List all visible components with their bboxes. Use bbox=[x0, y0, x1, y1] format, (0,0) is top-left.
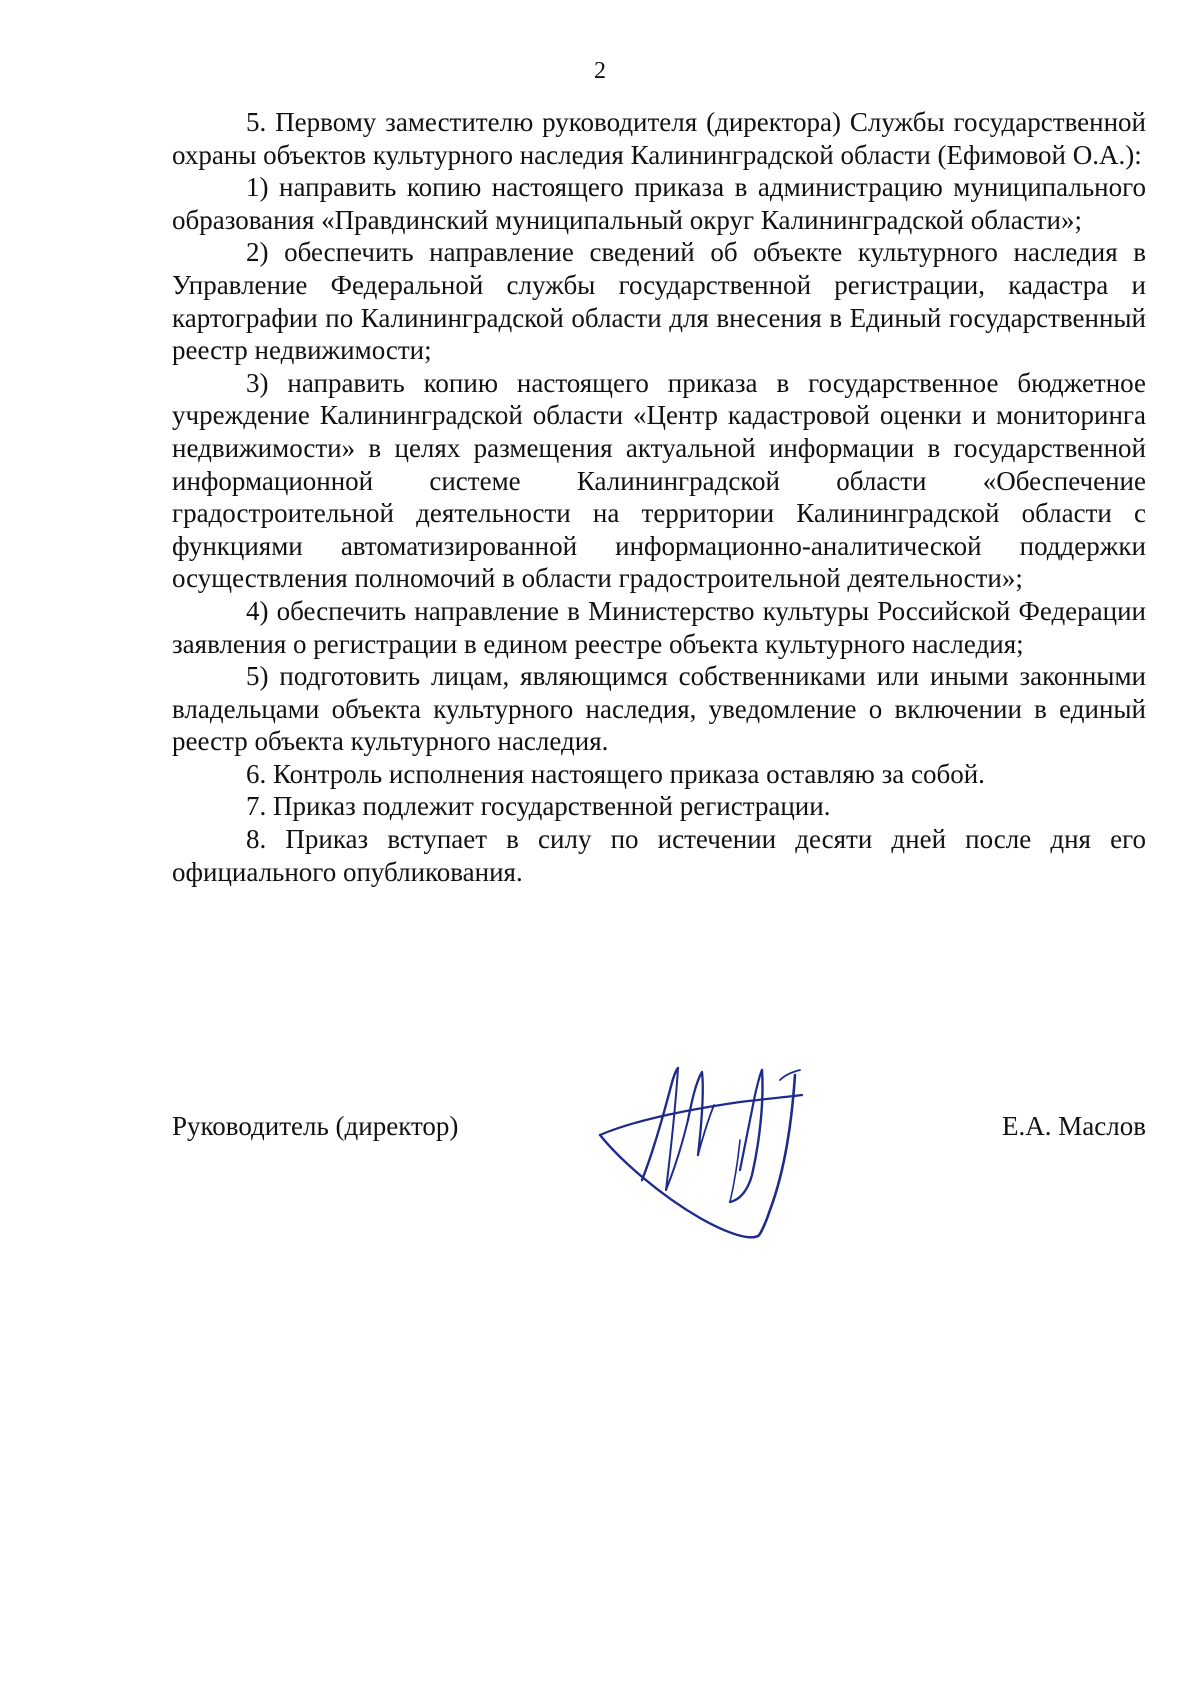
document-body bbox=[172, 106, 1146, 888]
paragraph-item-5: 5. Первому заместителю руководителя (директора) Службы государственной охраны объектов культурного наследия Калининградской области (Ефимовой О.А.): bbox=[172, 107, 1146, 170]
handwritten-signature bbox=[590, 1060, 840, 1270]
subitem-2-send-to-rosreestr: 2) обеспечить направление сведений об объекте культурного наследия в Управление Федеральной службы государственной регистрации, кадастра и картографии по Калининградской области для внесения в Единый государственный реестр недвижимости; bbox=[172, 237, 1146, 366]
subitem-4-send-to-ministry-of-culture: 4) обеспечить направление в Министерство культуры Российской Федерации заявления о регистрации в едином реестре объекта культурного наследия; bbox=[172, 595, 1146, 659]
signatory-name: Е.А. Маслов bbox=[1002, 1111, 1146, 1141]
subitem-5-notify-owners: 5) подготовить лицам, являющимся собственниками или иными законными владельцами объекта культурного наследия, уведомление о включении в единый реестр объекта культурного наследия. bbox=[172, 661, 1146, 757]
subitem-3-send-to-cadastral-center: 3) направить копию настоящего приказа в государственное бюджетное учреждение Калининградской области «Центр кадастровой оценки и мониторинга недвижимости» в целях размещения актуальной информации в государственной информационной системе Калининградской области «Обеспечение градостроительной деятельности на территории Калининградской области с функциями автоматизированной информационно-аналитической поддержки осуществления полномочий в области градостроительной деятельности»; bbox=[172, 367, 1146, 594]
subitem-1-send-copy-to-municipality: 1) направить копию настоящего приказа в администрацию муниципального образования «Правдинский муниципальный округ Калининградской области»; bbox=[172, 172, 1146, 235]
paragraph-item-8: 8. Приказ вступает в силу по истечении десяти дней после дня его официального опубликования. bbox=[172, 824, 1146, 887]
page-number: 2 bbox=[594, 58, 606, 84]
paragraph-item-6: 6. Контроль исполнения настоящего приказа оставляю за собой. bbox=[246, 758, 985, 789]
paragraph-item-7: 7. Приказ подлежит государственной регистрации. bbox=[246, 791, 831, 822]
signatory-position: Руководитель (директор) bbox=[172, 1111, 459, 1141]
